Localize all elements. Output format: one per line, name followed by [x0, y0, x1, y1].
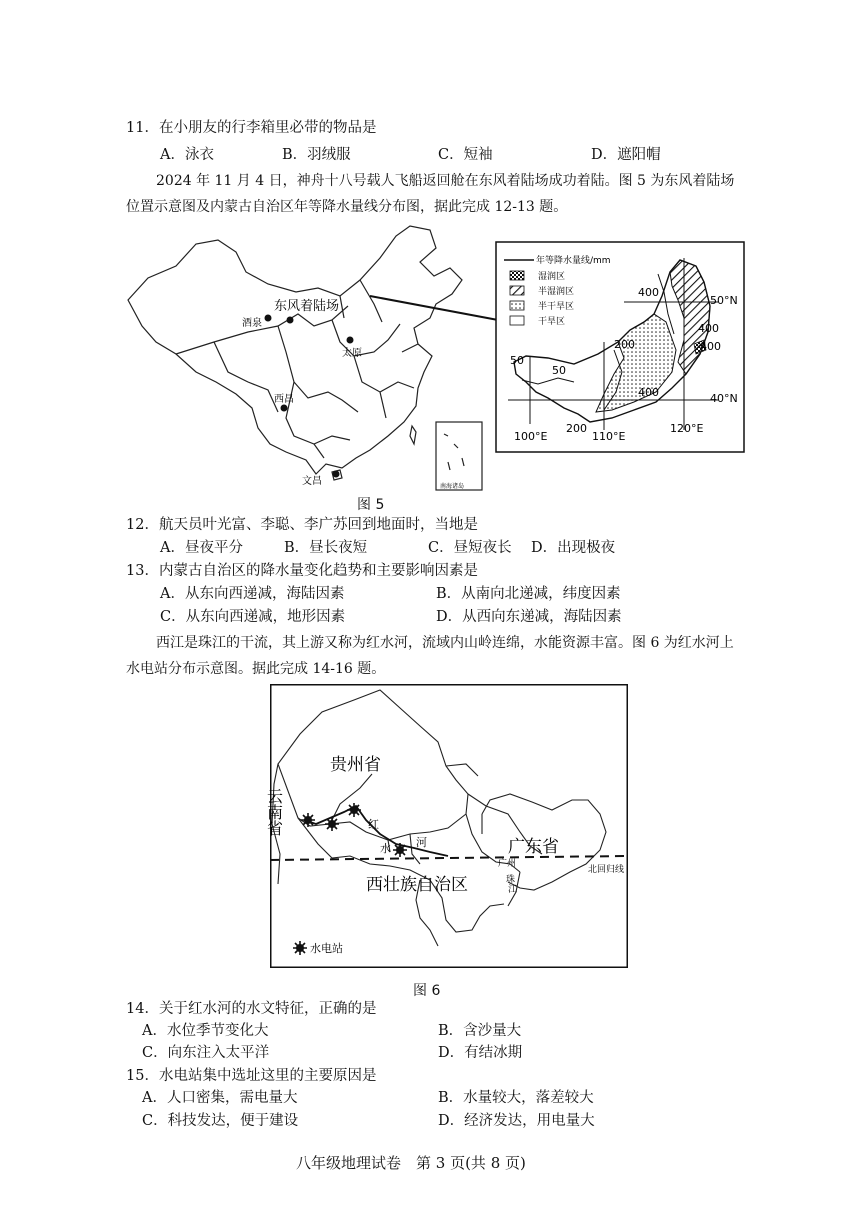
xichang-point	[281, 405, 288, 412]
question-11-option-a: A．泳衣	[160, 147, 214, 163]
label-hong: 红	[368, 818, 379, 831]
question-11-option-c: C．短袖	[438, 147, 493, 163]
question-15-stem: 15．水电站集中选址这里的主要原因是	[126, 1068, 377, 1084]
isohyet-label-7: 400	[638, 386, 659, 399]
hydropower-station-icon	[325, 817, 339, 831]
dongfeng-marker	[287, 317, 294, 324]
legend-hydropower-icon	[293, 941, 307, 955]
label-guangzhou: 广州	[498, 859, 517, 869]
question-13-option-c: C．从东向西递减，地形因素	[160, 609, 346, 625]
isohyet-label-4: 200	[614, 338, 635, 351]
lon-label-110e: 110°E	[592, 430, 626, 443]
question-14-option-c: C．向东注入太平洋	[142, 1045, 270, 1061]
question-13-option-a: A．从东向西递减，海陆因素	[160, 586, 345, 602]
label-he: 河	[416, 836, 427, 849]
legend-station-label: 水电站	[310, 942, 343, 955]
intro-paragraph-14-16: 西江是珠江的干流，其上游又称为红水河，流域内山岭连绵，水能资源丰富。图 6 为红水河上水电站分布示意图。据此完成 14-16 题。	[126, 635, 734, 677]
label-wenchang: 文昌	[302, 476, 322, 487]
label-dongfeng: 东风着陆场	[274, 299, 340, 314]
legend-humid: 湿润区	[538, 272, 566, 282]
dongfeng-point	[265, 315, 272, 322]
isohyet-label-3: 400	[700, 340, 721, 353]
label-tropic: 北回归线	[588, 865, 625, 875]
label-taiyuan: 太原	[342, 348, 362, 359]
taiyuan-point	[347, 337, 354, 344]
figure-6	[264, 684, 628, 968]
question-15-option-d: D．经济发达，用电量大	[438, 1113, 595, 1129]
hydropower-station-icon	[301, 813, 315, 827]
label-shui: 水	[380, 842, 391, 855]
lon-label-100e: 100°E	[514, 430, 548, 443]
isohyet-label-8: 200	[566, 422, 587, 435]
legend-semi-humid: 半湿润区	[538, 287, 575, 297]
question-12-stem: 12．航天员叶光富、李聪、李广苏回到地面时，当地是	[126, 517, 478, 533]
isohyet-label-6: 50	[552, 364, 566, 377]
label-guizhou: 贵州省	[330, 755, 381, 775]
page-footer: 八年级地理试卷 第 3 页(共 8 页)	[296, 1154, 526, 1172]
china-map	[128, 226, 482, 490]
isohyet-label-1: 400	[638, 286, 659, 299]
question-12-option-a: A．昼夜平分	[160, 540, 243, 556]
label-guangxi: 西壮族自治区	[366, 875, 468, 895]
figure-5	[118, 222, 748, 494]
hydropower-station-icon	[393, 843, 407, 857]
question-14-option-d: D．有结冰期	[438, 1045, 523, 1061]
label-jiang: 江	[508, 885, 518, 895]
legend-semi-arid: 半干旱区	[538, 302, 575, 312]
question-15-option-b: B．水量较大，落差较大	[438, 1090, 594, 1106]
lat-label-50n: 50°N	[710, 294, 738, 307]
wenchang-point	[333, 471, 340, 478]
label-yunnan: 云南省	[264, 788, 284, 836]
question-14-option-a: A．水位季节变化大	[142, 1023, 269, 1039]
question-11-option-d: D．遮阳帽	[591, 147, 661, 163]
question-12-option-b: B．昼长夜短	[284, 540, 368, 556]
question-15-option-c: C．科技发达，便于建设	[142, 1113, 299, 1129]
figure-6-caption: 图 6	[413, 983, 441, 999]
lon-label-120e: 120°E	[670, 422, 704, 435]
label-xichang: 西昌	[274, 394, 294, 405]
hydropower-station-icon	[347, 803, 361, 817]
question-13-option-d: D．从西向东递减，海陆因素	[436, 609, 622, 625]
isohyet-label-5: 50	[510, 354, 524, 367]
figure-5-caption: 图 5	[357, 497, 385, 513]
question-13-stem: 13．内蒙古自治区的降水量变化趋势和主要影响因素是	[126, 563, 478, 579]
lat-label-40n: 40°N	[710, 392, 738, 405]
legend-isohyet: 年等降水量线/mm	[536, 256, 611, 266]
legend-arid: 干旱区	[538, 317, 566, 327]
intro-paragraph-12-13: 2024 年 11 月 4 日，神舟十八号载人飞船返回舱在东风着陆场成功着陆。图 5 为东风着陆场位置示意图及内蒙古自治区年等降水量线分布图，据此完成 12-13 题。	[126, 173, 735, 215]
label-inset: 南海诸岛	[440, 483, 465, 490]
isohyet-label-2: 400	[698, 322, 719, 335]
label-jiuquan: 酒泉	[242, 318, 262, 329]
label-zhu: 珠	[506, 875, 516, 885]
question-15-option-a: A．人口密集，需电量大	[142, 1090, 298, 1106]
question-13-option-b: B．从南向北递减，纬度因素	[436, 586, 621, 602]
label-guangdong: 广东省	[508, 837, 559, 857]
question-12-option-d: D．出现极夜	[531, 540, 616, 556]
question-14-stem: 14．关于红水河的水文特征，正确的是	[126, 1001, 377, 1017]
question-11-stem: 11．在小朋友的行李箱里必带的物品是	[126, 120, 377, 136]
question-11-option-b: B．羽绒服	[282, 147, 351, 163]
question-12-option-c: C．昼短夜长	[428, 540, 512, 556]
question-14-option-b: B．含沙量大	[438, 1023, 522, 1039]
